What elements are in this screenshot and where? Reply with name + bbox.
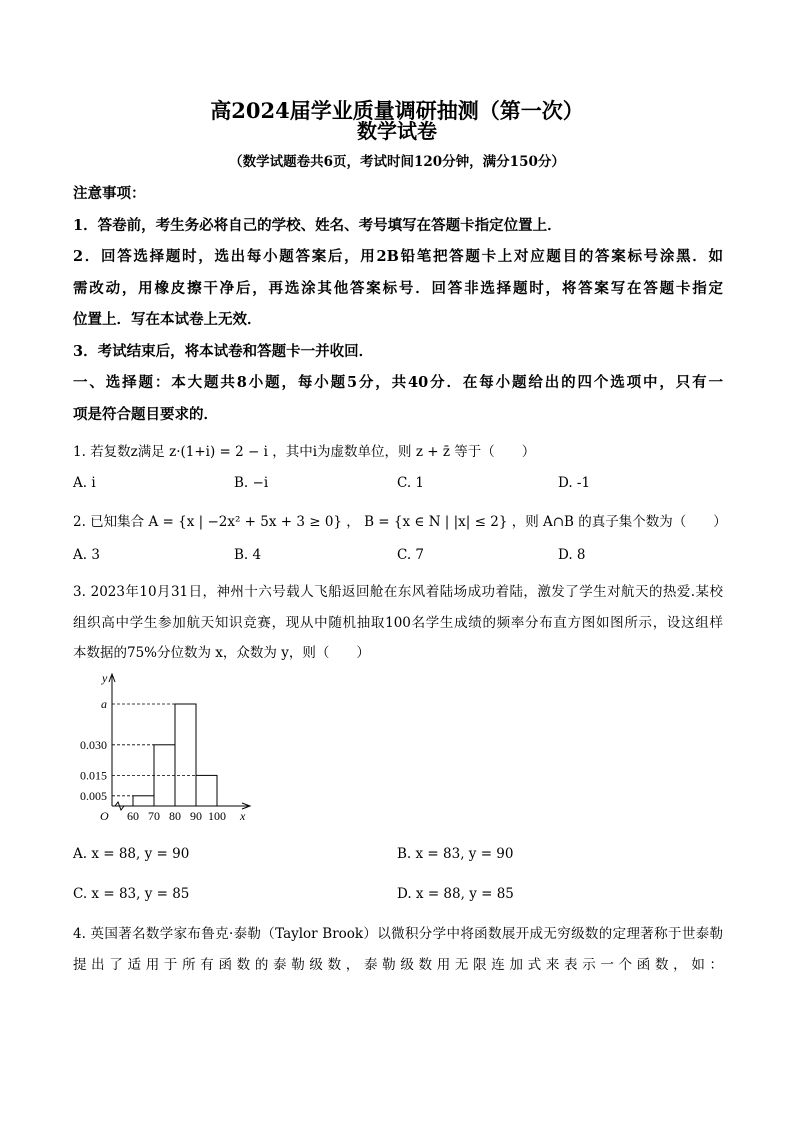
x-axis-label: x	[240, 809, 246, 823]
y-tick-label: 0.005	[80, 788, 107, 803]
question-3-line-3: 本数据的75%分位数为 x，众数为 y，则（ ）	[73, 645, 370, 661]
notice-item-2-line-3: 位置上．写在本试卷上无效．	[73, 311, 262, 328]
section-1-line-1: 一、选择题：本大题共8小题，每小题5分，共40分．在每小题给出的四个选项中，只有一	[73, 374, 723, 391]
question-4-line-2: 提出了适用于所有函数的泰勒级数，泰勒级数用无限连加式来表示一个函数，如：	[73, 957, 723, 973]
question-2-option-c: C. 7	[397, 547, 425, 563]
question-2-option-d: D. 8	[558, 547, 586, 563]
question-1-text: 1. 若复数z满足 z·(1+i) = 2 − i ，其中i为虚数单位，则 z + z̄ 等于（ ）	[73, 444, 536, 460]
notice-heading: 注意事项：	[73, 185, 146, 202]
y-tick-label: a	[101, 697, 107, 711]
histogram-bar	[133, 796, 154, 806]
exam-subject: 数学试卷	[357, 119, 437, 143]
notice-item-2-line-2: 需改动，用橡皮擦干净后，再选涂其他答案标号．回答非选择题时，将答案写在答题卡指定	[73, 280, 723, 297]
origin-label: O	[100, 809, 109, 823]
question-3-option-a: A. x = 88, y = 90	[73, 846, 190, 862]
question-2-text: 2. 已知集合 A = {x | −2x² + 5x + 3 ≥ 0} ， B = {x ∈ N | |x| ≤ 2} ，则 A∩B 的真子集个数为（ ）	[73, 514, 727, 530]
notice-item-1: 1．答卷前，考生务必将自己的学校、姓名、考号填写在答题卡指定位置上．	[73, 217, 562, 234]
question-1-option-b: B. −i	[234, 475, 269, 491]
question-2-option-a: A. 3	[73, 547, 100, 563]
x-tick-label: 80	[169, 809, 181, 823]
question-1-option-a: A. i	[73, 475, 96, 491]
exam-title: 高2024届学业质量调研抽测（第一次）	[210, 98, 584, 123]
x-tick-label: 100	[208, 809, 226, 823]
section-1-line-2: 项是符合题目要求的．	[73, 406, 218, 423]
y-axis-label: y	[102, 671, 108, 685]
x-tick-label: 90	[190, 809, 202, 823]
question-4-line-1: 4. 英国著名数学家布鲁克·泰勒（Taylor Brook）以微积分学中将函数展开成无穷级数的定理著称于世泰勒	[73, 926, 723, 942]
notice-item-3: 3．考试结束后，将本试卷和答题卡一并收回．	[73, 343, 374, 360]
histogram-bar	[196, 775, 217, 806]
question-3-option-b: B. x = 83, y = 90	[397, 846, 514, 862]
y-tick-label: 0.015	[80, 768, 107, 783]
notice-item-2-line-1: 2．回答选择题时，选出每小题答案后，用2B铅笔把答题卡上对应题目的答案标号涂黑．如	[73, 248, 723, 265]
question-3-line-1: 3. 2023年10月31日，神州十六号载人飞船返回舱在东风着陆场成功着陆，激发了学生对航天的热爱.某校	[73, 584, 723, 600]
question-3-option-d: D. x = 88, y = 85	[397, 886, 514, 902]
question-3-line-2: 组织高中学生参加航天知识竞赛，现从中随机抽取100名学生成绩的频率分布直方图如图所示，设这组样	[73, 615, 723, 631]
question-1-option-d: D. -1	[558, 475, 591, 491]
x-tick-label: 70	[148, 809, 160, 823]
x-tick-label: 60	[127, 809, 139, 823]
question-2-option-b: B. 4	[234, 547, 262, 563]
frequency-histogram	[70, 668, 260, 828]
y-tick-label: 0.030	[80, 737, 107, 752]
histogram-bar	[175, 704, 196, 806]
exam-info: （数学试题卷共6页，考试时间120分钟，满分150分）	[229, 154, 565, 170]
question-1-option-c: C. 1	[397, 475, 425, 491]
question-3-option-c: C. x = 83, y = 85	[73, 886, 190, 902]
